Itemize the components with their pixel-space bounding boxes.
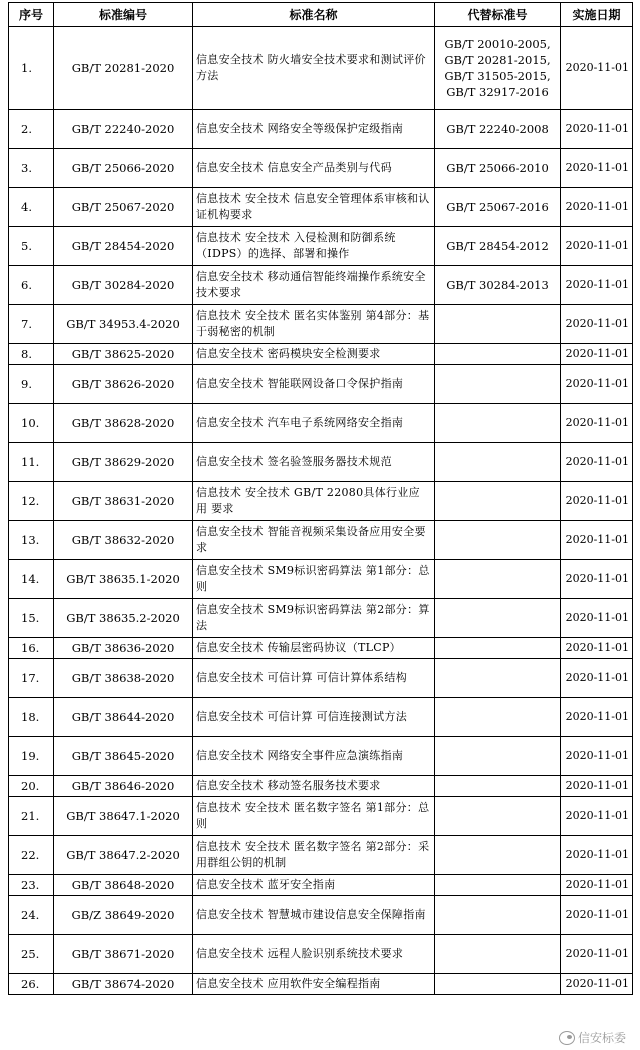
row-serial-number: 13.	[9, 521, 54, 560]
row-effective-date: 2020-11-01	[561, 404, 633, 443]
row-standard-code: GB/T 38638-2020	[54, 659, 193, 698]
row-serial-number: 18.	[9, 698, 54, 737]
table-row	[9, 188, 633, 227]
table-row	[9, 404, 633, 443]
row-effective-date: 2020-11-01	[561, 227, 633, 266]
table-row	[9, 638, 633, 659]
table-row	[9, 365, 633, 404]
row-effective-date: 2020-11-01	[561, 560, 633, 599]
row-standard-code: GB/T 20281-2020	[54, 27, 193, 110]
row-standard-name: 信息安全技术 网络安全事件应急演练指南	[193, 737, 435, 776]
row-standard-name: 信息安全技术 密码模块安全检测要求	[193, 344, 435, 365]
table-row	[9, 935, 633, 974]
row-serial-number: 24.	[9, 896, 54, 935]
row-effective-date: 2020-11-01	[561, 149, 633, 188]
row-serial-number: 26.	[9, 974, 54, 995]
row-effective-date: 2020-11-01	[561, 896, 633, 935]
table-row	[9, 305, 633, 344]
row-serial-number: 25.	[9, 935, 54, 974]
row-serial-number: 2.	[9, 110, 54, 149]
row-standard-code: GB/T 38674-2020	[54, 974, 193, 995]
row-standard-code: GB/Z 38649-2020	[54, 896, 193, 935]
row-effective-date: 2020-11-01	[561, 797, 633, 836]
row-serial-number: 21.	[9, 797, 54, 836]
row-standard-name: 信息安全技术 远程人脸识别系统技术要求	[193, 935, 435, 974]
row-standard-name: 信息安全技术 网络安全等级保护定级指南	[193, 110, 435, 149]
row-replaced-standard	[435, 776, 561, 797]
row-effective-date: 2020-11-01	[561, 875, 633, 896]
row-replaced-standard: GB/T 30284-2013	[435, 266, 561, 305]
row-serial-number: 14.	[9, 560, 54, 599]
row-standard-name: 信息技术 安全技术 匿名数字签名 第2部分：采用群组公钥的机制	[193, 836, 435, 875]
row-replaced-standard	[435, 638, 561, 659]
table-row	[9, 521, 633, 560]
table-row	[9, 599, 633, 638]
row-serial-number: 3.	[9, 149, 54, 188]
row-standard-code: GB/T 34953.4-2020	[54, 305, 193, 344]
table-row	[9, 974, 633, 995]
row-replaced-standard	[435, 521, 561, 560]
row-standard-name: 信息安全技术 签名验签服务器技术规范	[193, 443, 435, 482]
table-row	[9, 896, 633, 935]
header-row	[9, 3, 633, 27]
row-serial-number: 7.	[9, 305, 54, 344]
standards-table	[8, 2, 633, 995]
row-standard-code: GB/T 30284-2020	[54, 266, 193, 305]
table-row	[9, 344, 633, 365]
row-standard-code: GB/T 38647.1-2020	[54, 797, 193, 836]
table-row	[9, 797, 633, 836]
table-row	[9, 27, 633, 110]
row-standard-code: GB/T 38671-2020	[54, 935, 193, 974]
table-row	[9, 266, 633, 305]
row-replaced-standard	[435, 404, 561, 443]
row-replaced-standard	[435, 305, 561, 344]
table-row	[9, 560, 633, 599]
row-replaced-standard	[435, 659, 561, 698]
row-effective-date: 2020-11-01	[561, 305, 633, 344]
row-effective-date: 2020-11-01	[561, 266, 633, 305]
row-serial-number: 15.	[9, 599, 54, 638]
row-effective-date: 2020-11-01	[561, 521, 633, 560]
row-effective-date: 2020-11-01	[561, 698, 633, 737]
row-serial-number: 19.	[9, 737, 54, 776]
row-effective-date: 2020-11-01	[561, 776, 633, 797]
row-standard-code: GB/T 38631-2020	[54, 482, 193, 521]
row-standard-name: 信息技术 安全技术 入侵检测和防御系统（IDPS）的选择、部署和操作	[193, 227, 435, 266]
row-replaced-standard	[435, 365, 561, 404]
row-effective-date: 2020-11-01	[561, 482, 633, 521]
header-standard-code: 标准编号	[54, 3, 193, 27]
row-standard-name: 信息安全技术 可信计算 可信计算体系结构	[193, 659, 435, 698]
row-replaced-standard: GB/T 28454-2012	[435, 227, 561, 266]
row-replaced-standard	[435, 737, 561, 776]
row-standard-name: 信息安全技术 SM9标识密码算法 第1部分：总则	[193, 560, 435, 599]
row-serial-number: 1.	[9, 27, 54, 110]
row-serial-number: 8.	[9, 344, 54, 365]
row-effective-date: 2020-11-01	[561, 935, 633, 974]
row-standard-code: GB/T 38644-2020	[54, 698, 193, 737]
row-replaced-standard	[435, 344, 561, 365]
row-serial-number: 16.	[9, 638, 54, 659]
table-row	[9, 836, 633, 875]
row-standard-name: 信息安全技术 SM9标识密码算法 第2部分：算法	[193, 599, 435, 638]
row-replaced-standard	[435, 797, 561, 836]
row-effective-date: 2020-11-01	[561, 836, 633, 875]
table-row	[9, 737, 633, 776]
row-standard-name: 信息安全技术 智慧城市建设信息安全保障指南	[193, 896, 435, 935]
row-effective-date: 2020-11-01	[561, 599, 633, 638]
row-serial-number: 20.	[9, 776, 54, 797]
table-row	[9, 776, 633, 797]
row-standard-name: 信息安全技术 汽车电子系统网络安全指南	[193, 404, 435, 443]
row-standard-name: 信息安全技术 移动通信智能终端操作系统安全技术要求	[193, 266, 435, 305]
table-row	[9, 659, 633, 698]
row-standard-code: GB/T 25067-2020	[54, 188, 193, 227]
header-effective-date: 实施日期	[561, 3, 633, 27]
row-replaced-standard	[435, 935, 561, 974]
row-replaced-standard	[435, 482, 561, 521]
header-replaced-standard: 代替标准号	[435, 3, 561, 27]
table-row	[9, 875, 633, 896]
row-replaced-standard	[435, 896, 561, 935]
row-standard-name: 信息技术 安全技术 匿名实体鉴别 第4部分：基于弱秘密的机制	[193, 305, 435, 344]
header-serial-number: 序号	[9, 3, 54, 27]
row-serial-number: 11.	[9, 443, 54, 482]
table-row	[9, 110, 633, 149]
row-serial-number: 6.	[9, 266, 54, 305]
row-replaced-standard	[435, 698, 561, 737]
row-replaced-standard	[435, 599, 561, 638]
row-replaced-standard: GB/T 22240-2008	[435, 110, 561, 149]
row-serial-number: 5.	[9, 227, 54, 266]
row-standard-code: GB/T 38646-2020	[54, 776, 193, 797]
row-standard-name: 信息安全技术 防火墙安全技术要求和测试评价方法	[193, 27, 435, 110]
row-effective-date: 2020-11-01	[561, 659, 633, 698]
row-effective-date: 2020-11-01	[561, 737, 633, 776]
row-standard-code: GB/T 38648-2020	[54, 875, 193, 896]
row-effective-date: 2020-11-01	[561, 344, 633, 365]
row-serial-number: 22.	[9, 836, 54, 875]
row-standard-code: GB/T 38626-2020	[54, 365, 193, 404]
header-standard-name: 标准名称	[193, 3, 435, 27]
row-replaced-standard	[435, 875, 561, 896]
table-row	[9, 698, 633, 737]
row-effective-date: 2020-11-01	[561, 974, 633, 995]
row-serial-number: 12.	[9, 482, 54, 521]
row-effective-date: 2020-11-01	[561, 110, 633, 149]
row-standard-name: 信息技术 安全技术 信息安全管理体系审核和认证机构要求	[193, 188, 435, 227]
row-standard-code: GB/T 38635.1-2020	[54, 560, 193, 599]
row-effective-date: 2020-11-01	[561, 188, 633, 227]
row-effective-date: 2020-11-01	[561, 443, 633, 482]
table-row	[9, 482, 633, 521]
row-standard-name: 信息安全技术 移动签名服务技术要求	[193, 776, 435, 797]
watermark	[559, 1029, 626, 1046]
row-standard-code: GB/T 38625-2020	[54, 344, 193, 365]
row-standard-code: GB/T 38628-2020	[54, 404, 193, 443]
row-standard-name: 信息技术 安全技术 GB/T 22080具体行业应用 要求	[193, 482, 435, 521]
row-standard-code: GB/T 38632-2020	[54, 521, 193, 560]
row-replaced-standard	[435, 560, 561, 599]
row-replaced-standard	[435, 836, 561, 875]
row-standard-name: 信息安全技术 蓝牙安全指南	[193, 875, 435, 896]
row-standard-name: 信息安全技术 可信计算 可信连接测试方法	[193, 698, 435, 737]
row-serial-number: 4.	[9, 188, 54, 227]
row-standard-code: GB/T 38636-2020	[54, 638, 193, 659]
row-standard-name: 信息安全技术 智能音视频采集设备应用安全要求	[193, 521, 435, 560]
row-serial-number: 9.	[9, 365, 54, 404]
watermark-text: 信安标委	[577, 1031, 626, 1045]
row-standard-code: GB/T 22240-2020	[54, 110, 193, 149]
table-row	[9, 227, 633, 266]
row-replaced-standard	[435, 443, 561, 482]
row-replaced-standard: GB/T 25067-2016	[435, 188, 561, 227]
table-row	[9, 443, 633, 482]
table-row	[9, 149, 633, 188]
row-effective-date: 2020-11-01	[561, 365, 633, 404]
row-serial-number: 17.	[9, 659, 54, 698]
wechat-icon	[559, 1031, 575, 1045]
row-standard-code: GB/T 25066-2020	[54, 149, 193, 188]
row-serial-number: 10.	[9, 404, 54, 443]
row-effective-date: 2020-11-01	[561, 638, 633, 659]
row-standard-code: GB/T 38647.2-2020	[54, 836, 193, 875]
row-standard-code: GB/T 28454-2020	[54, 227, 193, 266]
row-serial-number: 23.	[9, 875, 54, 896]
row-standard-name: 信息安全技术 传输层密码协议（TLCP）	[193, 638, 435, 659]
row-replaced-standard: GB/T 25066-2010	[435, 149, 561, 188]
row-replaced-standard: GB/T 20010-2005, GB/T 20281-2015, GB/T 31505-2015, GB/T 32917-2016	[435, 27, 561, 110]
row-effective-date: 2020-11-01	[561, 27, 633, 110]
row-standard-name: 信息技术 安全技术 匿名数字签名 第1部分：总则	[193, 797, 435, 836]
row-standard-code: GB/T 38635.2-2020	[54, 599, 193, 638]
row-standard-name: 信息安全技术 信息安全产品类别与代码	[193, 149, 435, 188]
row-standard-name: 信息安全技术 智能联网设备口令保护指南	[193, 365, 435, 404]
row-standard-name: 信息安全技术 应用软件安全编程指南	[193, 974, 435, 995]
row-standard-code: GB/T 38629-2020	[54, 443, 193, 482]
row-standard-code: GB/T 38645-2020	[54, 737, 193, 776]
row-replaced-standard	[435, 974, 561, 995]
